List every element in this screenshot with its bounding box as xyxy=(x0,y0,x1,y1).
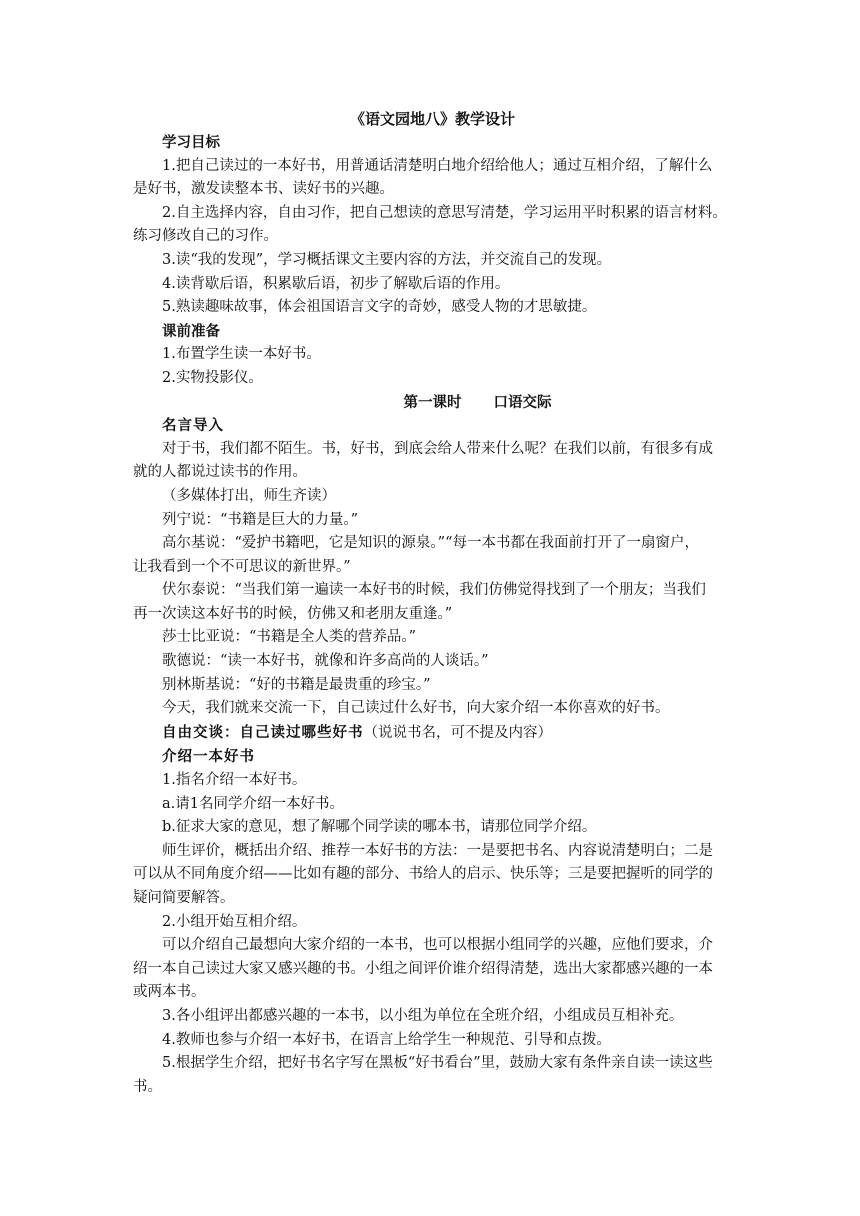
intro-line-1: 对于书，我们都不陌生。书，好书，到底会给人带来什么呢？在我们以前，有很多有成 xyxy=(162,440,713,457)
group-line-3: 或两本书。 xyxy=(133,984,206,1001)
lesson-title-topic: 口语交际 xyxy=(493,393,552,411)
step-1: 1.指名介绍一本好书。 xyxy=(162,772,307,789)
goal-4: 4.读背歇后语，积累歇后语，初步了解歇后语的作用。 xyxy=(162,275,510,292)
goal-1-line-1: 1.把自己读过的一本好书，用普通话清楚明白地介绍给他人；通过互相介绍，了解什么 xyxy=(162,157,713,174)
quote-heading: 名言导入 xyxy=(162,417,224,435)
evaluation-line-3: 疑问简要解答。 xyxy=(133,890,235,906)
prep-2: 2.实物投影仪。 xyxy=(162,369,263,386)
document-title: 《语文园地八》教学设计 xyxy=(349,110,515,128)
introduce-heading: 介绍一本好书 xyxy=(162,748,255,766)
step-5-line-2: 书。 xyxy=(133,1078,162,1095)
goal-5: 5.熟读趣味故事，体会祖国语言文字的奇妙，感受人物的才思敏捷。 xyxy=(162,299,597,316)
quote-gorky-line-1: 高尔基说：“爱护书籍吧，它是知识的源泉。”“每一本书都在我面前打开了一扇窗户， xyxy=(162,535,699,552)
intro-line-2: 就的人都说过读书的作用。 xyxy=(133,464,307,481)
step-1a: a.请1名同学介绍一本好书。 xyxy=(162,795,344,812)
quote-goethe: 歌德说：“读一本好书，就像和许多高尚的人谈话。” xyxy=(162,653,489,670)
group-line-2: 绍一本自己读过大家又感兴趣的书。小组之间评价谁介绍得清楚，选出大家都感兴趣的一本 xyxy=(133,960,713,977)
goal-2-line-2: 练习修改自己的习作。 xyxy=(133,228,278,245)
today-paragraph: 今天，我们就来交流一下，自己读过什么好书，向大家介绍一本你喜欢的好书。 xyxy=(162,700,670,717)
step-3: 3.各小组评出都感兴趣的一本书，以小组为单位在全班介绍，小组成员互相补充。 xyxy=(162,1007,684,1024)
lesson-title xyxy=(133,391,732,415)
media-note: （多媒体打出，师生齐读） xyxy=(162,487,336,504)
quote-shakespeare: 莎士比亚说：“书籍是全人类的营养品。” xyxy=(162,629,417,646)
step-4: 4.教师也参与介绍一本好书，在语言上给学生一种规范、引导和点拨。 xyxy=(162,1031,611,1048)
quote-gorky-line-2: 让我看到一个不可思议的新世界。” xyxy=(133,558,351,575)
free-talk-note: （说说书名，可不提及内容） xyxy=(363,724,552,741)
lesson-title-period: 第一课时 xyxy=(403,393,462,411)
quote-voltaire-line-2: 再一次读这本好书的时候，仿佛又和老朋友重逢。” xyxy=(133,605,453,622)
evaluation-line-1: 师生评价，概括出介绍、推荐一本好书的方法：一是要把书名、内容说清楚明白；二是 xyxy=(162,842,713,859)
goal-3: 3.读“我的发现”，学习概括课文主要内容的方法，并交流自己的发现。 xyxy=(162,251,612,268)
group-line-1: 可以介绍自己最想向大家介绍的一本书，也可以根据小组同学的兴趣，应他们要求，介 xyxy=(162,937,713,954)
free-talk-title: 自由交谈：自己读过哪些好书 xyxy=(162,723,364,741)
step-1b: b.征求大家的意见，想了解哪个同学读的哪本书，请那位同学介绍。 xyxy=(162,819,597,836)
prep-1: 1.布置学生读一本好书。 xyxy=(162,346,321,363)
quote-belinsky: 别林斯基说：“好的书籍是最贵重的珍宝。” xyxy=(162,676,431,693)
step-5-line-1: 5.根据学生介绍，把好书名字写在黑板“好书看台”里，鼓励大家有条件亲自读一读这些 xyxy=(162,1055,713,1072)
step-2: 2.小组开始互相介绍。 xyxy=(162,913,307,930)
prep-heading: 课前准备 xyxy=(162,322,220,340)
goal-1-line-2: 是好书，激发读整本书、读好书的兴趣。 xyxy=(133,181,394,198)
goals-heading: 学习目标 xyxy=(162,134,220,151)
evaluation-line-2: 可以从不同角度介绍——比如有趣的部分、书给人的启示、快乐等；三是要把握听的同学的 xyxy=(133,866,713,883)
goal-2-line-1: 2.自主选择内容，自由习作，把自己想读的意思写清楚，学习运用平时积累的语言材料。 xyxy=(162,204,727,221)
quote-lenin: 列宁说：“书籍是巨大的力量。” xyxy=(162,511,359,528)
free-talk-heading xyxy=(133,721,732,746)
quote-voltaire-line-1: 伏尔泰说：“当我们第一遍读一本好书的时候，我们仿佛觉得找到了一个朋友；当我们 xyxy=(162,582,706,599)
